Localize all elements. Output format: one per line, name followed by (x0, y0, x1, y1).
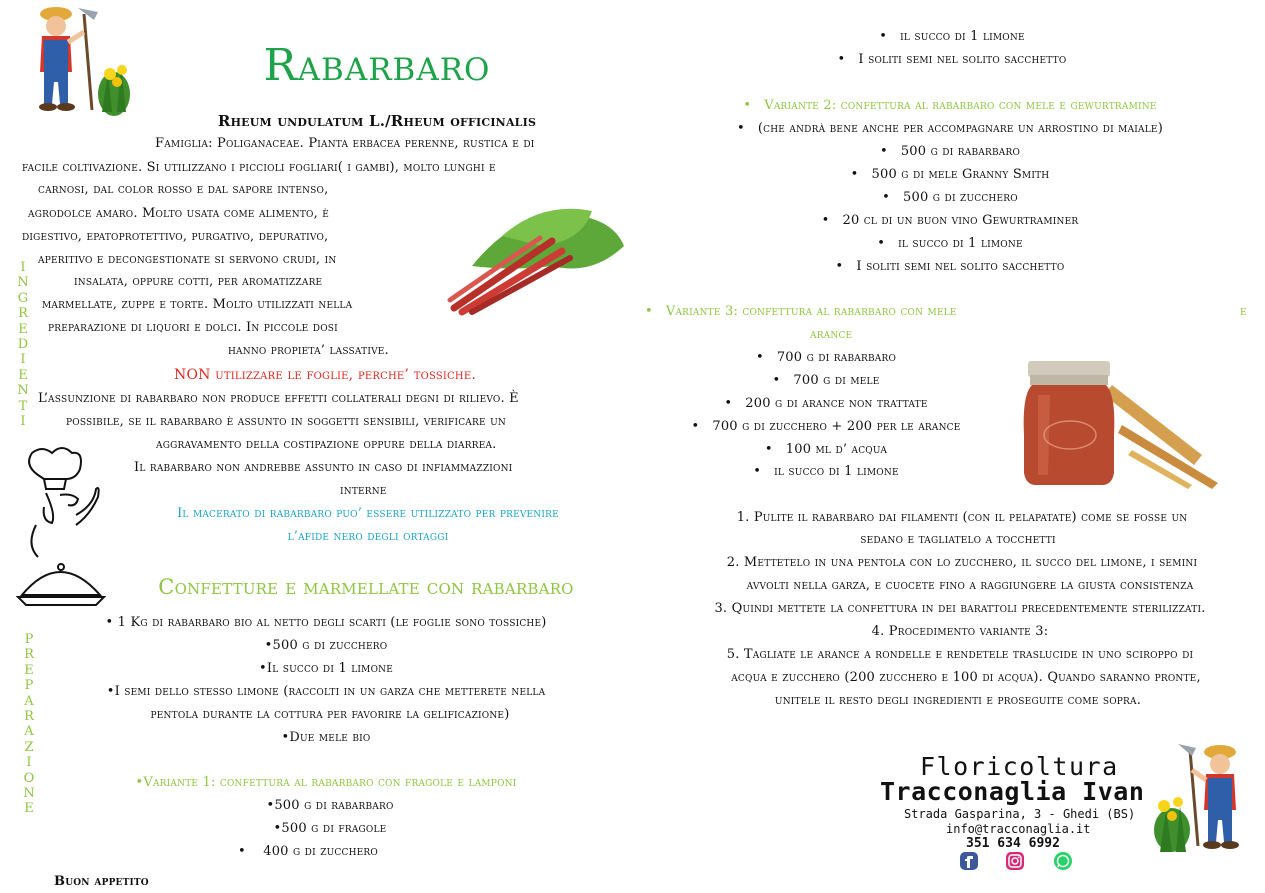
variant1-heading: •Variante 1: confettura al rabarbaro con fragole e lamponi (135, 775, 517, 790)
variant3-item: • il succo di 1 limone (753, 464, 899, 479)
page-subtitle: Rheum undulatum L./Rheum officinalis (217, 112, 537, 130)
step-line: 4. Procedimento variante 3: (871, 624, 1049, 639)
variant1-item: •500 g di fragole (273, 821, 387, 836)
whatsapp-icon[interactable] (1054, 852, 1072, 870)
logo-phone: 351 634 6992 (966, 836, 1060, 851)
intro-line: facile coltivazione. Si utilizzano i piccioli fogliari( i gambi), molto lunghi e (22, 160, 496, 175)
variant2-item: • (che andrà bene anche per accompagnare un arrostino di maiale) (737, 121, 1163, 136)
variant1-item: • il succo di 1 limone (879, 29, 1025, 44)
logo-line1: Floricoltura (920, 752, 1119, 781)
facebook-icon[interactable] (960, 852, 978, 870)
tip-line: l’afide nero degli ortaggi (287, 529, 449, 544)
variant2-item: • 500 g di mele Granny Smith (850, 167, 1050, 182)
variant3-item: • 200 g di arance non trattate (724, 396, 928, 411)
variant3-item: • 700 g di rabarbaro (755, 350, 897, 365)
intro-line: preparazione di liquori e dolci. In piccole dosi (48, 320, 338, 335)
page-title: Rabarbaro (263, 40, 491, 91)
farmer-icon (22, 2, 132, 117)
jam-jar-image (1022, 355, 1222, 490)
variant1-item: • 400 g di zucchero (238, 844, 378, 859)
intro-line: insalata, oppure cotti, per aromatizzare (74, 274, 323, 289)
logo-line2: Tracconaglia Ivan (880, 777, 1145, 806)
intro-line: aperitivo e decongestionate si servono crudi, in (38, 252, 337, 267)
step-line: acqua e zucchero (200 zucchero e 100 di acqua). Quando saranno pronte, (731, 670, 1201, 685)
side-effects-line: Il rabarbaro non andrebbe assunto in caso di infiammazzioni (134, 460, 513, 475)
variant1-item: •500 g di rabarbaro (266, 798, 394, 813)
instagram-icon[interactable] (1006, 852, 1024, 870)
closing-text: Buon appetito (54, 874, 149, 889)
intro-line: agrodolce amaro. Molto usata come alimento, è (28, 206, 330, 221)
warning-text: NON utilizzare le foglie, perche’ tossiche. (174, 367, 476, 383)
ingredient-item: • 1 Kg di rabarbaro bio al netto degli scarti (le foglie sono tossiche) (105, 615, 547, 630)
vertical-label-ingredienti: I N G R E D I E N T I (17, 260, 29, 430)
ingredient-item: •I semi dello stesso limone (raccolti in un garza che metterete nella (106, 684, 546, 699)
chef-icon (16, 445, 106, 610)
step-line: 2. Mettetelo in una pentola con lo zucchero, il succo del limone, i semini (726, 555, 1198, 570)
intro-line: digestivo, epatoprotettivo, purgativo, depurativo, (22, 229, 329, 244)
variant3-item: • 700 g di mele (772, 373, 880, 388)
logo-email: info@tracconaglia.it (946, 822, 1091, 836)
variant3-heading-cont: arance (810, 327, 853, 342)
farmer-icon (1150, 740, 1250, 855)
variant2-item: • I soliti semi nel solito sacchetto (835, 259, 1065, 274)
variant2-item: • 20 cl di un buon vino Gewurtraminer (821, 213, 1079, 228)
variant2-item: • 500 g di zucchero (882, 190, 1018, 205)
variant2-item: • il succo di 1 limone (877, 236, 1023, 251)
step-line: unitele il resto degli ingredienti e proseguite come sopra. (774, 693, 1142, 708)
ingredient-item: •500 g di zucchero (264, 638, 388, 653)
intro-line: Famiglia: Poliganaceae. Pianta erbacea perenne, rustica e di (155, 136, 535, 151)
ingredient-item-cont: pentola durante la cottura per favorire la gelificazione) (150, 707, 510, 722)
vertical-label-preparazione: P R E P A R A Z I O N E (23, 632, 35, 817)
variant1-item: • I soliti semi nel solito sacchetto (837, 52, 1067, 67)
ingredient-item: •Due mele bio (281, 730, 371, 745)
side-effects-line: aggravamento della costipazione oppure della diarrea. (156, 437, 497, 452)
side-effects-line: L’assunzione di rabarbaro non produce effetti collaterali degni di rilievo. È (38, 391, 519, 406)
section-heading: Confetture e marmellate con rabarbaro (158, 575, 574, 599)
ingredient-item: •Il succo di 1 limone (258, 661, 394, 676)
variant3-item: • 100 ml d’ acqua (764, 442, 888, 457)
side-effects-line: possibile, se il rabarbaro è assunto in soggetti sensibili, verificare un (66, 414, 506, 429)
side-effects-line: interne (340, 483, 387, 498)
variant3-heading-e: e (1240, 304, 1247, 319)
variant3-heading: • Variante 3: confettura al rabarbaro con mele (645, 304, 957, 319)
intro-line: marmellate, zuppe e torte. Molto utilizzati nella (42, 297, 353, 312)
tip-line: Il macerato di rabarbaro puo’ essere utilizzato per prevenire (177, 506, 559, 521)
intro-line: carnosi, dal color rosso e dal sapore intenso, (38, 182, 329, 197)
step-line: sedano e tagliatelo a tocchetti (860, 532, 1056, 547)
logo-address: Strada Gasparina, 3 - Ghedi (BS) (904, 807, 1136, 821)
intro-line: hanno propieta’ lassative. (228, 343, 389, 358)
rhubarb-image (442, 196, 632, 316)
variant2-heading: • Variante 2: confettura al rabarbaro con mele e gewurtramine (743, 98, 1157, 113)
variant3-item: • 700 g di zucchero + 200 per le arance (691, 419, 961, 434)
step-line: 5. Tagliate le arance a rondelle e rendetele traslucide in uno sciroppo di (726, 647, 1194, 662)
step-line: 3. Quindi mettete la confettura in dei barattoli precedentemente sterilizzati. (714, 601, 1206, 616)
step-line: avvolti nella garza, e cuocete fino a raggiungere la giusta consistenza (746, 578, 1194, 593)
variant2-item: • 500 g di rabarbaro (879, 144, 1021, 159)
step-line: 1. Pulite il rabarbaro dai filamenti (con il pelapatate) come se fosse un (736, 510, 1188, 525)
